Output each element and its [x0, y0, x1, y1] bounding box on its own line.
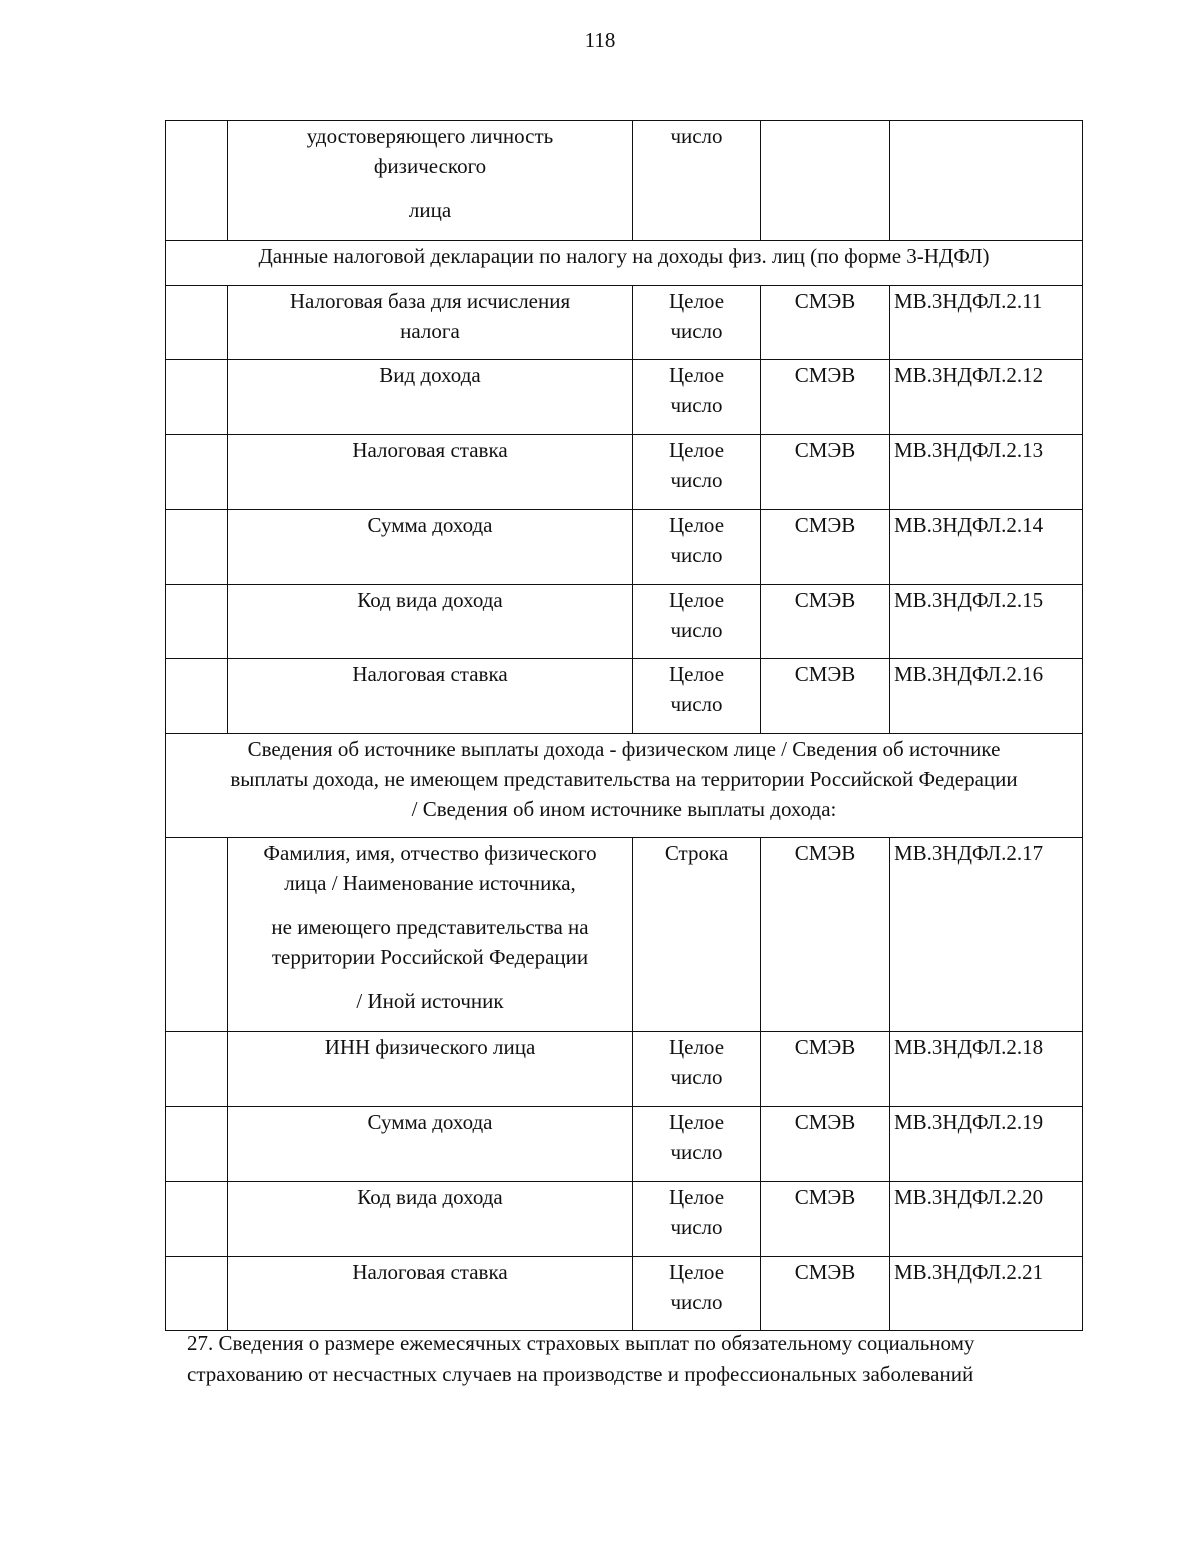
field-type-line: Целое: [668, 513, 725, 537]
field-name-cell: ИНН физического лица: [228, 1032, 633, 1107]
section-title-line: / Сведения об ином источнике выплаты дохода:: [411, 797, 837, 821]
row-number-cell: [166, 286, 228, 360]
field-type-line: Целое: [668, 1260, 725, 1284]
row-number-cell: [166, 360, 228, 435]
field-type-line: Целое: [668, 588, 725, 612]
row-number-cell: [166, 1257, 228, 1331]
field-source-cell: [761, 121, 890, 241]
data-fields-table: [165, 120, 1083, 1331]
page-number: 118: [584, 28, 616, 52]
field-type-cell: [633, 1032, 761, 1107]
field-type-cell: [633, 1107, 761, 1182]
field-code-cell: МВ.3НДФЛ.2.13: [890, 435, 1083, 510]
field-type-cell: Строка: [633, 838, 761, 1032]
field-code-cell: МВ.3НДФЛ.2.11: [890, 286, 1083, 360]
field-type-cell: число: [633, 121, 761, 241]
field-code-cell: МВ.3НДФЛ.2.17: [890, 838, 1083, 1032]
field-source-cell: СМЭВ: [761, 1107, 890, 1182]
field-type-line: Целое: [668, 438, 725, 462]
field-name-cell: [228, 838, 633, 1032]
field-type-line: число: [670, 618, 723, 642]
field-type-line: Целое: [668, 1110, 725, 1134]
table-row: [166, 838, 1083, 1032]
field-type-line: число: [670, 1065, 723, 1089]
field-code-cell: МВ.3НДФЛ.2.14: [890, 510, 1083, 585]
field-type-line: Целое: [668, 662, 725, 686]
table-row: [166, 435, 1083, 510]
table-row: [166, 1182, 1083, 1257]
field-name-cell: Налоговая ставка: [228, 659, 633, 734]
field-code-cell: МВ.3НДФЛ.2.20: [890, 1182, 1083, 1257]
field-type-line: Целое: [668, 289, 725, 313]
field-source-cell: СМЭВ: [761, 1032, 890, 1107]
field-name-line: лица: [408, 198, 452, 222]
numbered-item-27: [187, 1328, 1087, 1390]
table-row: [166, 286, 1083, 360]
field-name-cell: Сумма дохода: [228, 510, 633, 585]
field-name-line: налога: [400, 319, 460, 343]
field-name-line: удостоверяющего личность: [306, 124, 554, 148]
field-type-cell: [633, 1182, 761, 1257]
row-number-cell: [166, 659, 228, 734]
field-type-line: Целое: [668, 1185, 725, 1209]
section-title-line: Сведения об источнике выплаты дохода - физическом лице / Сведения об источнике: [247, 737, 1001, 761]
field-name-cell: Вид дохода: [228, 360, 633, 435]
table-row: [166, 585, 1083, 659]
field-code-cell: МВ.3НДФЛ.2.15: [890, 585, 1083, 659]
field-code-cell: МВ.3НДФЛ.2.12: [890, 360, 1083, 435]
table-row: [166, 1257, 1083, 1331]
field-type-line: число: [670, 1290, 723, 1314]
field-type-line: число: [670, 393, 723, 417]
field-name-cell: Сумма дохода: [228, 1107, 633, 1182]
section-header-row: [166, 241, 1083, 286]
table-row: [166, 510, 1083, 585]
field-type-line: число: [670, 692, 723, 716]
field-source-cell: СМЭВ: [761, 435, 890, 510]
field-type-cell: [633, 510, 761, 585]
field-code-cell: МВ.3НДФЛ.2.18: [890, 1032, 1083, 1107]
section-header-row: [166, 734, 1083, 838]
row-number-cell: [166, 1107, 228, 1182]
row-number-cell: [166, 585, 228, 659]
field-type-line: Целое: [668, 1035, 725, 1059]
field-name-line: Налоговая база для исчисления: [289, 289, 571, 313]
field-source-cell: СМЭВ: [761, 360, 890, 435]
field-source-cell: СМЭВ: [761, 1182, 890, 1257]
field-type-cell: [633, 659, 761, 734]
table-row: [166, 360, 1083, 435]
field-name-cell: Код вида дохода: [228, 1182, 633, 1257]
field-name-line: / Иной источник: [356, 989, 504, 1013]
field-type-cell: [633, 286, 761, 360]
field-code-cell: МВ.3НДФЛ.2.19: [890, 1107, 1083, 1182]
row-number-cell: [166, 121, 228, 241]
field-source-cell: СМЭВ: [761, 1257, 890, 1331]
row-number-cell: [166, 435, 228, 510]
field-source-cell: СМЭВ: [761, 510, 890, 585]
row-number-cell: [166, 838, 228, 1032]
section-title: [166, 734, 1083, 838]
field-name-line: территории Российской Федерации: [271, 945, 589, 969]
field-name-line: лица / Наименование источника,: [284, 871, 576, 895]
field-type-cell: [633, 360, 761, 435]
field-name-cell: Налоговая ставка: [228, 1257, 633, 1331]
row-number-cell: [166, 1182, 228, 1257]
footer-item-line: 27. Сведения о размере ежемесячных страховых выплат по обязательному социальному: [187, 1331, 975, 1355]
field-name-line: физического: [373, 154, 487, 178]
field-type-line: число: [670, 543, 723, 567]
field-type-cell: [633, 585, 761, 659]
field-code-cell: МВ.3НДФЛ.2.16: [890, 659, 1083, 734]
table-row: [166, 1032, 1083, 1107]
field-name-cell: Код вида дохода: [228, 585, 633, 659]
row-number-cell: [166, 510, 228, 585]
field-type-cell: [633, 1257, 761, 1331]
field-name-cell: [228, 121, 633, 241]
field-type-line: число: [670, 468, 723, 492]
section-title: Данные налоговой декларации по налогу на доходы физ. лиц (по форме 3-НДФЛ): [166, 241, 1083, 286]
section-title-line: выплаты дохода, не имеющем представительства на территории Российской Федерации: [230, 767, 1018, 791]
field-type-line: число: [670, 319, 723, 343]
table-row: [166, 659, 1083, 734]
field-name-cell: [228, 286, 633, 360]
table-row-continuation: [166, 121, 1083, 241]
footer-item-line: страхованию от несчастных случаев на производстве и профессиональных заболеваний: [187, 1362, 974, 1386]
field-source-cell: СМЭВ: [761, 585, 890, 659]
field-type-line: число: [670, 1215, 723, 1239]
field-type-line: Целое: [668, 363, 725, 387]
table-row: [166, 1107, 1083, 1182]
field-source-cell: СМЭВ: [761, 659, 890, 734]
field-source-cell: СМЭВ: [761, 838, 890, 1032]
field-code-cell: МВ.3НДФЛ.2.21: [890, 1257, 1083, 1331]
field-code-cell: [890, 121, 1083, 241]
field-type-cell: [633, 435, 761, 510]
row-number-cell: [166, 1032, 228, 1107]
field-name-cell: Налоговая ставка: [228, 435, 633, 510]
field-name-line: Фамилия, имя, отчество физического: [263, 841, 597, 865]
field-name-line: не имеющего представительства на: [271, 915, 589, 939]
field-source-cell: СМЭВ: [761, 286, 890, 360]
field-type-line: число: [670, 1140, 723, 1164]
